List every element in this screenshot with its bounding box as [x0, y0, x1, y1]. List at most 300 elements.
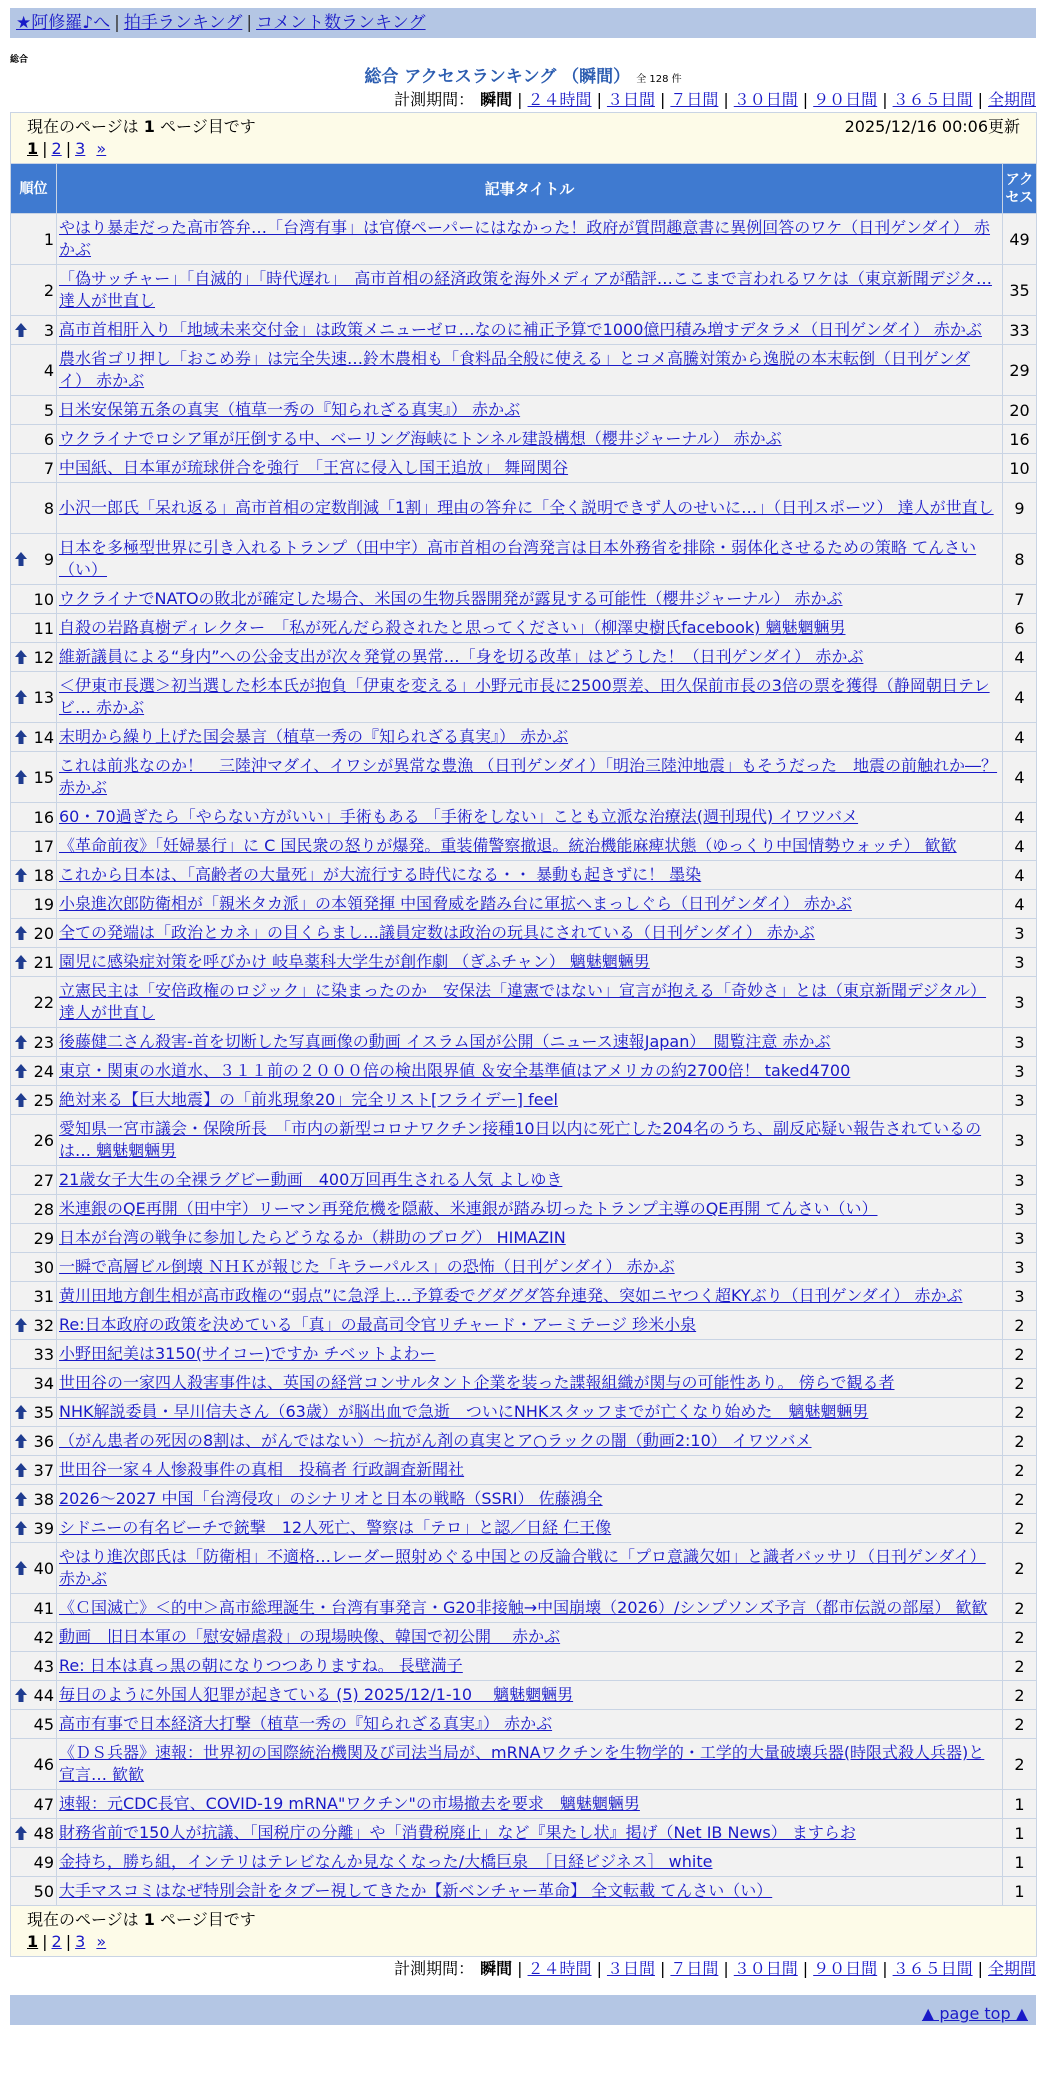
table-row	[11, 672, 1037, 723]
rank-number: 21	[33, 952, 54, 972]
table-row	[11, 1485, 1037, 1514]
rank-number: 24	[33, 1061, 54, 1081]
title-cell	[57, 723, 1003, 752]
rank-up-arrow-icon	[14, 1491, 28, 1507]
table-row	[11, 977, 1037, 1028]
access-count: 1	[1003, 1819, 1037, 1848]
article-title-link[interactable]: これから日本は、「高齢者の大量死」が大流行する時代になる・・ 暴動も起きずに！ 墨染	[59, 865, 702, 884]
table-row	[11, 1543, 1037, 1594]
rank-number: 32	[33, 1315, 54, 1335]
article-title-link[interactable]: 毎日のように外国人犯罪が起きている (5) 2025/12/1-10 魑魅魍魎男	[59, 1685, 574, 1704]
rank-number: 15	[33, 767, 54, 787]
access-count: 2	[1003, 1710, 1037, 1739]
rank-number: 30	[33, 1257, 54, 1277]
rank-cell	[11, 1790, 57, 1819]
access-count: 2	[1003, 1514, 1037, 1543]
rank-cell	[11, 534, 57, 585]
access-count: 2	[1003, 1652, 1037, 1681]
table-row	[11, 1652, 1037, 1681]
table-row	[11, 1877, 1037, 1906]
article-title-link[interactable]: ウクライナでロシア軍が圧倒する中、ベーリング海峡にトンネル建設構想（櫻井ジャーナル） 赤かぶ	[59, 429, 782, 448]
rank-number: 18	[33, 865, 54, 885]
page-title	[10, 66, 1036, 88]
period-option[interactable]: ２４時間	[527, 90, 592, 109]
top-nav: ★阿修羅♪へ | 拍手ランキング | コメント数ランキング	[10, 8, 1036, 38]
article-title-link[interactable]: 絶対来る【巨大地震】の「前兆現象20」完全リスト[フライデー] feel	[59, 1090, 558, 1109]
rank-cell	[11, 483, 57, 534]
table-row	[11, 1253, 1037, 1282]
rank-cell	[11, 1594, 57, 1623]
article-title-link[interactable]: 高市有事で日本経済大打撃（植草一秀の『知られざる真実』） 赤かぶ	[59, 1714, 553, 1733]
rank-cell	[11, 345, 57, 396]
article-title-link[interactable]: 米連銀のQE再開（田中宇）リーマン再発危機を隠蔽、米連銀が踏み切ったトランプ主導のQE再開 てんさい（い）	[59, 1199, 878, 1218]
rank-number: 33	[33, 1344, 54, 1364]
access-count: 1	[1003, 1848, 1037, 1877]
access-count: 4	[1003, 832, 1037, 861]
table-row	[11, 1398, 1037, 1427]
rank-number: 11	[33, 618, 54, 638]
title-cell	[57, 643, 1003, 672]
table-row	[11, 861, 1037, 890]
rank-cell	[11, 643, 57, 672]
article-title-link[interactable]: （がん患者の死因の8割は、がんではない）～抗がん剤の真実とア○ラックの闇（動画2:10） イワツバメ	[59, 1431, 812, 1450]
rank-number: 19	[33, 894, 54, 914]
rank-number: 28	[33, 1199, 54, 1219]
title-cell	[57, 425, 1003, 454]
pagination-bottom: 1 | 2 | 3 »	[27, 1932, 107, 1951]
rank-number: 42	[33, 1627, 54, 1647]
rank-cell	[11, 672, 57, 723]
article-title-link[interactable]: シドニーの有名ビーチで銃撃 12人死亡、警察は「テロ」と認／日経 仁王像	[59, 1518, 612, 1537]
table-row	[11, 316, 1037, 345]
access-count: 3	[1003, 1086, 1037, 1115]
rank-number: 6	[43, 429, 54, 449]
title-cell	[57, 454, 1003, 483]
rank-cell	[11, 1681, 57, 1710]
nav-link-applause-ranking[interactable]: 拍手ランキング	[123, 13, 243, 33]
article-title-link[interactable]: 大手マスコミはなぜ特別会計をタブー視してきたか【新ベンチャー革命】 全文転載 てんさい（い）	[59, 1881, 773, 1900]
title-cell	[57, 977, 1003, 1028]
period-option[interactable]: ３日間	[606, 90, 655, 109]
title-cell	[57, 1195, 1003, 1224]
title-cell	[57, 1819, 1003, 1848]
title-cell	[57, 1739, 1003, 1790]
rank-cell	[11, 1253, 57, 1282]
article-title-link[interactable]: 21歳女子大生の全裸ラグビー動画 400万回再生される人気 よしゆき	[59, 1170, 563, 1189]
period-option[interactable]: ３６５日間	[892, 1959, 973, 1978]
access-count: 20	[1003, 396, 1037, 425]
period-selector-bottom: 計測期間： 瞬間 | ２４時間 | ３日間 | ７日間 | ３０日間 | ９０日間 | ３６５日間 | 全期間	[394, 1959, 1036, 1978]
table-row	[11, 1166, 1037, 1195]
access-count: 2	[1003, 1340, 1037, 1369]
rank-number: 5	[43, 400, 54, 420]
article-title-link[interactable]: 日本を多極型世界に引き入れるトランプ（田中宇）高市首相の台湾発言は日本外務省を排除・弱体化させるための策略 てんさい（い）	[59, 538, 977, 579]
rank-cell	[11, 454, 57, 483]
rank-up-arrow-icon	[14, 551, 28, 567]
title-cell	[57, 1115, 1003, 1166]
rank-cell	[11, 919, 57, 948]
page-link[interactable]: 2	[51, 1932, 62, 1951]
rank-number: 8	[43, 498, 54, 518]
page-link[interactable]: 3	[75, 139, 86, 158]
page-link[interactable]: 3	[75, 1932, 86, 1951]
page-link[interactable]: 2	[51, 139, 62, 158]
rank-cell	[11, 977, 57, 1028]
rank-number: 47	[33, 1794, 54, 1814]
rank-cell	[11, 1485, 57, 1514]
access-count: 2	[1003, 1398, 1037, 1427]
ranking-table	[10, 112, 1037, 1957]
rank-number: 2	[43, 280, 54, 300]
rank-cell	[11, 1195, 57, 1224]
rank-up-arrow-icon	[14, 1092, 28, 1108]
table-row	[11, 1623, 1037, 1652]
page-link: 1	[27, 139, 39, 158]
rank-number: 45	[33, 1714, 54, 1734]
nav-link-asyura[interactable]: ★阿修羅♪へ	[16, 13, 111, 33]
table-row	[11, 1282, 1037, 1311]
access-count: 3	[1003, 1166, 1037, 1195]
table-row	[11, 1195, 1037, 1224]
access-count: 2	[1003, 1623, 1037, 1652]
article-title-link[interactable]: 「偽サッチャー」「自滅的」「時代遅れ」 高市首相の経済政策を海外メディアが酷評…ここまで言われるワケは（東京新聞デジタ… 達人が世直し	[59, 269, 992, 310]
period-option[interactable]: 全期間	[987, 90, 1036, 109]
period-option[interactable]: ７日間	[670, 1959, 719, 1978]
period-option[interactable]: ２４時間	[527, 1959, 592, 1978]
article-title-link[interactable]: 日米安保第五条の真実（植草一秀の『知られざる真実』） 赤かぶ	[59, 400, 521, 419]
article-title-link[interactable]: やはり暴走だった高市答弁…「台湾有事」は官僚ペーパーにはなかった！政府が質問趣意書に異例回答のワケ（日刊ゲンダイ） 赤かぶ	[59, 218, 991, 259]
period-label: 計測期間：	[394, 1959, 475, 1978]
article-title-link[interactable]: 農水省ゴリ押し「おこめ券」は完全失速…鈴木農相も「食料品全般に使える」とコメ高騰対策から逸脱の本末転倒（日刊ゲンダイ） 赤かぶ	[59, 349, 971, 390]
table-row	[11, 396, 1037, 425]
period-option: 瞬間	[480, 90, 513, 109]
article-title-link[interactable]: 園児に感染症対策を呼びかけ 岐阜薬科大学生が創作劇 （ぎふチャン） 魑魅魍魎男	[59, 952, 650, 971]
rank-number: 13	[33, 687, 54, 707]
rank-up-arrow-icon	[14, 1687, 28, 1703]
rank-number: 25	[33, 1090, 54, 1110]
category-label: 総合	[10, 55, 29, 65]
access-count: 4	[1003, 723, 1037, 752]
next-page-link[interactable]: »	[96, 1932, 107, 1951]
rank-cell	[11, 316, 57, 345]
column-header-title: 記事タイトル	[57, 164, 1003, 214]
title-cell	[57, 1594, 1003, 1623]
period-selector-top: 計測期間： 瞬間 | ２４時間 | ３日間 | ７日間 | ３０日間 | ９０日間 | ３６５日間 | 全期間	[394, 90, 1036, 109]
article-title-link[interactable]: 小沢一郎氏「呆れ返る」高市首相の定数削減「1割」理由の答弁に「全く説明できず人のせいに…」（日刊スポーツ） 達人が世直し	[59, 498, 994, 517]
access-count: 3	[1003, 977, 1037, 1028]
rank-up-arrow-icon	[14, 867, 28, 883]
rank-number: 3	[43, 320, 54, 340]
rank-number: 44	[33, 1685, 54, 1705]
period-option[interactable]: ７日間	[670, 90, 719, 109]
rank-number: 34	[33, 1373, 54, 1393]
title-cell	[57, 534, 1003, 585]
title-cell	[57, 585, 1003, 614]
rank-cell	[11, 890, 57, 919]
access-count: 33	[1003, 316, 1037, 345]
table-row	[11, 1057, 1037, 1086]
table-row	[11, 1848, 1037, 1877]
rank-number: 37	[33, 1460, 54, 1480]
rank-cell	[11, 803, 57, 832]
title-cell	[57, 316, 1003, 345]
access-count: 3	[1003, 1195, 1037, 1224]
table-row	[11, 1594, 1037, 1623]
rank-cell	[11, 396, 57, 425]
title-cell	[57, 1681, 1003, 1710]
article-title-link[interactable]: 世田谷一家４人惨殺事件の真相 投稿者 行政調査新聞社	[59, 1460, 465, 1479]
rank-number: 49	[33, 1852, 54, 1872]
title-cell	[57, 345, 1003, 396]
title-cell	[57, 1790, 1003, 1819]
table-row	[11, 534, 1037, 585]
rank-cell	[11, 1282, 57, 1311]
rank-number: 10	[33, 589, 54, 609]
title-cell	[57, 1086, 1003, 1115]
article-title-link[interactable]: 黄川田地方創生相が高市政権の“弱点”に急浮上…予算委でグダグダ答弁連発、突如ニヤつく超KYぶり（日刊ゲンダイ） 赤かぶ	[59, 1286, 963, 1305]
rank-cell	[11, 1514, 57, 1543]
rank-number: 38	[33, 1489, 54, 1509]
period-option[interactable]: ３日間	[606, 1959, 655, 1978]
access-count: 35	[1003, 265, 1037, 316]
article-title-link[interactable]: 末明から繰り上げた国会暴言（植草一秀の『知られざる真実』） 赤かぶ	[59, 727, 569, 746]
access-count: 2	[1003, 1681, 1037, 1710]
table-header-row	[11, 164, 1037, 214]
access-count: 7	[1003, 585, 1037, 614]
rank-up-arrow-icon	[14, 769, 28, 785]
table-row	[11, 890, 1037, 919]
period-option[interactable]: ３０日間	[733, 90, 798, 109]
article-title-link[interactable]: 動画 旧日本軍の「慰安婦虐殺」の現場映像、韓国で初公開 赤かぶ	[59, 1627, 561, 1646]
article-title-link[interactable]: 全ての発端は「政治とカネ」の目くらまし…議員定数は政治の玩具にされている（日刊ゲンダイ） 赤かぶ	[59, 923, 815, 942]
access-count: 2	[1003, 1594, 1037, 1623]
article-title-link[interactable]: やはり進次郎氏は「防衛相」不適格…レーダー照射めぐる中国との反論合戦に「プロ意識欠如」と識者バッサリ（日刊ゲンダイ） 赤かぶ	[59, 1547, 986, 1588]
title-cell	[57, 1224, 1003, 1253]
rank-number: 40	[33, 1558, 54, 1578]
access-count: 3	[1003, 919, 1037, 948]
article-title-link[interactable]: 東京・関東の水道水、３１１前の２０００倍の検出限界値 ＆安全基準値はアメリカの約2700倍！ taked4700	[59, 1061, 851, 1080]
article-title-link[interactable]: Re:日本政府の政策を決めている「真」の最高司令官リチャード・アーミテージ 珍米小泉	[59, 1315, 697, 1334]
access-count: 4	[1003, 752, 1037, 803]
title-cell	[57, 1369, 1003, 1398]
article-title-link[interactable]: 財務省前で150人が抗議、「国税庁の分離」や「消費税廃止」など『果たし状』掲げ（Net IB News） ますらお	[59, 1823, 856, 1842]
rank-cell	[11, 1543, 57, 1594]
updated-timestamp: 2025/12/16 00:06更新	[844, 117, 1021, 136]
period-option[interactable]: ３０日間	[733, 1959, 798, 1978]
article-title-link[interactable]: 2026～2027 中国「台湾侵攻」のシナリオと日本の戦略（SSRI） 佐藤鴻全	[59, 1489, 603, 1508]
period-option[interactable]: ９０日間	[813, 90, 878, 109]
rank-number: 12	[33, 647, 54, 667]
title-cell	[57, 1514, 1003, 1543]
article-title-link[interactable]: ＜伊東市長選＞初当選した杉本氏が抱負「伊東を変える」小野元市長に2500票差、田久保前市長の3倍の票を獲得（静岡朝日テレビ… 赤かぶ	[59, 676, 990, 717]
access-count: 1	[1003, 1790, 1037, 1819]
title-cell	[57, 803, 1003, 832]
article-title-link[interactable]: 高市首相肝入り「地域未来交付金」は政策メニューゼロ…なのに補正予算で1000億円積み増すデタラメ（日刊ゲンダイ） 赤かぶ	[59, 320, 982, 339]
article-title-link[interactable]: 金持ち，勝ち組，インテリはテレビなんか見なくなった/大橋巨泉 ［日経ビジネス］ white	[59, 1852, 713, 1871]
rank-number: 39	[33, 1518, 54, 1538]
article-title-link[interactable]: 速報：元CDC長官、COVID-19 mRNA"ワクチン"の市場撤去を要求 魑魅魍魎男	[59, 1794, 640, 1813]
table-row	[11, 483, 1037, 534]
page-title-text: 総合 アクセスランキング （瞬間）	[364, 67, 631, 87]
article-title-link[interactable]: NHK解説委員・早川信夫さん（63歳）が脳出血で急逝 ついにNHKスタッフまでが亡くなり始めた 魑魅魍魎男	[59, 1402, 869, 1421]
title-cell	[57, 1282, 1003, 1311]
rank-number: 29	[33, 1228, 54, 1248]
article-title-link[interactable]: 小野田紀美は3150(サイコー)ですか チベットよわー	[59, 1344, 436, 1363]
title-cell	[57, 1710, 1003, 1739]
rank-cell	[11, 1398, 57, 1427]
rank-cell	[11, 265, 57, 316]
rank-up-arrow-icon	[14, 1034, 28, 1050]
page-link: 1	[27, 1932, 39, 1951]
period-option[interactable]: ９０日間	[813, 1959, 878, 1978]
rank-up-arrow-icon	[14, 1317, 28, 1333]
title-cell	[57, 948, 1003, 977]
table-row	[11, 919, 1037, 948]
article-title-link[interactable]: 《革命前夜》「妊婦暴行」に C 国民衆の怒りが爆発。重装備警察撤退。統治機能麻痺状態（ゆっくり中国情勢ウォッチ） 歓歓	[59, 836, 957, 855]
access-count: 2	[1003, 1739, 1037, 1790]
rank-number: 4	[43, 360, 54, 380]
rank-up-arrow-icon	[14, 1560, 28, 1576]
rank-number: 50	[33, 1881, 54, 1901]
column-header-access: アクセス	[1003, 164, 1037, 214]
title-cell	[57, 1543, 1003, 1594]
column-header-rank: 順位	[11, 164, 57, 214]
article-title-link[interactable]: 小泉進次郎防衛相が「親米タカ派」の本領発揮 中国脅威を踏み台に軍拡へまっしぐら（日刊ゲンダイ） 赤かぶ	[59, 894, 852, 913]
rank-number: 43	[33, 1656, 54, 1676]
current-page-text-bottom: 現在のページは 1 ページ目です	[27, 1910, 256, 1929]
table-row	[11, 345, 1037, 396]
table-row	[11, 643, 1037, 672]
table-row	[11, 803, 1037, 832]
table-row	[11, 585, 1037, 614]
access-count: 3	[1003, 1224, 1037, 1253]
article-title-link[interactable]: 世田谷の一家四人殺害事件は、英国の経営コンサルタント企業を装った諜報組織が関与の可能性あり。 傍らで観る者	[59, 1373, 895, 1392]
pager-row-top	[11, 113, 1037, 164]
rank-number: 31	[33, 1286, 54, 1306]
rank-number: 48	[33, 1823, 54, 1843]
pager-row-bottom	[11, 1906, 1037, 1957]
article-title-link[interactable]: 愛知県一宮市議会・保険所長 「市内の新型コロナワクチン接種10日以内に死亡した204名のうち、副反応疑い報告されているのは… 魑魅魍魎男	[59, 1119, 982, 1160]
table-row	[11, 1790, 1037, 1819]
rank-up-arrow-icon	[14, 1433, 28, 1449]
table-row	[11, 1311, 1037, 1340]
rank-number: 26	[33, 1130, 54, 1150]
article-title-link[interactable]: Re: 日本は真っ黒の朝になりつつありますね。 長壁満子	[59, 1656, 463, 1675]
article-title-link[interactable]: 《ＤＳ兵器》速報：世界初の国際統治機関及び司法当局が、mRNAワクチンを生物学的・工学的大量破壊兵器(時限式殺人兵器)と宣言… 歓歓	[59, 1743, 985, 1784]
period-option[interactable]: ３６５日間	[892, 90, 973, 109]
article-title-link[interactable]: これは前兆なのか！ 三陸沖マダイ、イワシが異常な豊漁 （日刊ゲンダイ）「明治三陸沖地震」もそうだった 地震の前触れか―？ 赤かぶ	[59, 756, 998, 797]
rank-number: 22	[33, 992, 54, 1012]
title-cell	[57, 214, 1003, 265]
table-row	[11, 1086, 1037, 1115]
rank-up-arrow-icon	[14, 925, 28, 941]
access-count: 3	[1003, 1057, 1037, 1086]
rank-number: 27	[33, 1170, 54, 1190]
rank-cell	[11, 723, 57, 752]
rank-number: 20	[33, 923, 54, 943]
rank-cell	[11, 1848, 57, 1877]
title-cell	[57, 1166, 1003, 1195]
access-count: 2	[1003, 1485, 1037, 1514]
rank-up-arrow-icon	[14, 689, 28, 705]
access-count: 2	[1003, 1427, 1037, 1456]
access-count: 9	[1003, 483, 1037, 534]
article-title-link[interactable]: 維新議員による“身内”への公金支出が次々発覚の異常…「身を切る改革」はどうした！（日刊ゲンダイ） 赤かぶ	[59, 647, 864, 666]
title-cell	[57, 1456, 1003, 1485]
next-page-link[interactable]: »	[96, 139, 107, 158]
table-row	[11, 1456, 1037, 1485]
rank-cell	[11, 1166, 57, 1195]
title-cell	[57, 1311, 1003, 1340]
table-row	[11, 752, 1037, 803]
article-title-link[interactable]: 《Ｃ国滅亡》＜的中＞高市総理誕生・台湾有事発言・G20非接触→中国崩壊（2026）/シンプソンズ予言（都市伝説の部屋） 歓歓	[59, 1598, 988, 1617]
title-cell	[57, 1340, 1003, 1369]
rank-cell	[11, 1115, 57, 1166]
rank-cell	[11, 1877, 57, 1906]
access-count: 3	[1003, 1028, 1037, 1057]
title-cell	[57, 752, 1003, 803]
table-row	[11, 1427, 1037, 1456]
nav-link-comment-ranking[interactable]: コメント数ランキング	[256, 13, 426, 33]
table-row	[11, 832, 1037, 861]
article-title-link[interactable]: 後藤健二さん殺害-首を切断した写真画像の動画 イスラム国が公開（ニュース速報Japan） 閲覧注意 赤かぶ	[59, 1032, 831, 1051]
page-top-link[interactable]: ▲ page top ▲	[921, 2004, 1028, 2023]
rank-cell	[11, 1224, 57, 1253]
article-title-link[interactable]: ウクライナでNATOの敗北が確定した場合、米国の生物兵器開発が露見する可能性（櫻井ジャーナル） 赤かぶ	[59, 589, 843, 608]
rank-up-arrow-icon	[14, 1520, 28, 1536]
title-cell	[57, 396, 1003, 425]
table-row	[11, 1224, 1037, 1253]
title-cell	[57, 861, 1003, 890]
table-row	[11, 1340, 1037, 1369]
rank-cell	[11, 832, 57, 861]
access-count: 3	[1003, 948, 1037, 977]
rank-cell	[11, 1369, 57, 1398]
article-title-link[interactable]: 自殺の岩路真樹ディレクター 「私が死んだら殺されたと思ってください」（柳澤史樹氏facebook) 魑魅魍魎男	[59, 618, 846, 637]
total-count: 全 128 件	[636, 74, 682, 85]
title-cell	[57, 265, 1003, 316]
article-title-link[interactable]: 一瞬で高層ビル倒壊 ＮＨＫが報じた「キラーパルス」の恐怖（日刊ゲンダイ） 赤かぶ	[59, 1257, 675, 1276]
access-count: 3	[1003, 1253, 1037, 1282]
rank-number: 17	[33, 836, 54, 856]
article-title-link[interactable]: 60・70過ぎたら「やらない方がいい」手術もある 「手術をしない」ことも立派な治療法(週刊現代) イワツバメ	[59, 807, 859, 826]
article-title-link[interactable]: 中国紙、日本軍が琉球併合を強行 「王宮に侵入し国王追放」 舞岡関谷	[59, 458, 569, 477]
title-cell	[57, 1623, 1003, 1652]
title-cell	[57, 1427, 1003, 1456]
access-count: 3	[1003, 1282, 1037, 1311]
rank-number: 16	[33, 807, 54, 827]
table-row	[11, 454, 1037, 483]
title-cell	[57, 1398, 1003, 1427]
rank-cell	[11, 861, 57, 890]
period-option: 瞬間	[480, 1959, 513, 1978]
rank-cell	[11, 1340, 57, 1369]
rank-number: 41	[33, 1598, 54, 1618]
table-row	[11, 1710, 1037, 1739]
article-title-link[interactable]: 立憲民主は「安倍政権のロジック」に染まったのか 安保法「違憲ではない」宣言が抱える「奇妙さ」とは（東京新聞デジタル） 達人が世直し	[59, 981, 987, 1022]
period-label: 計測期間：	[394, 90, 475, 109]
rank-cell	[11, 214, 57, 265]
title-cell	[57, 1057, 1003, 1086]
rank-cell	[11, 752, 57, 803]
rank-cell	[11, 1086, 57, 1115]
period-option[interactable]: 全期間	[987, 1959, 1036, 1978]
title-cell	[57, 483, 1003, 534]
title-cell	[57, 614, 1003, 643]
article-title-link[interactable]: 日本が台湾の戦争に参加したらどうなるか（耕助のブログ） HIMAZIN	[59, 1228, 566, 1247]
rank-cell	[11, 1710, 57, 1739]
rank-up-arrow-icon	[14, 729, 28, 745]
